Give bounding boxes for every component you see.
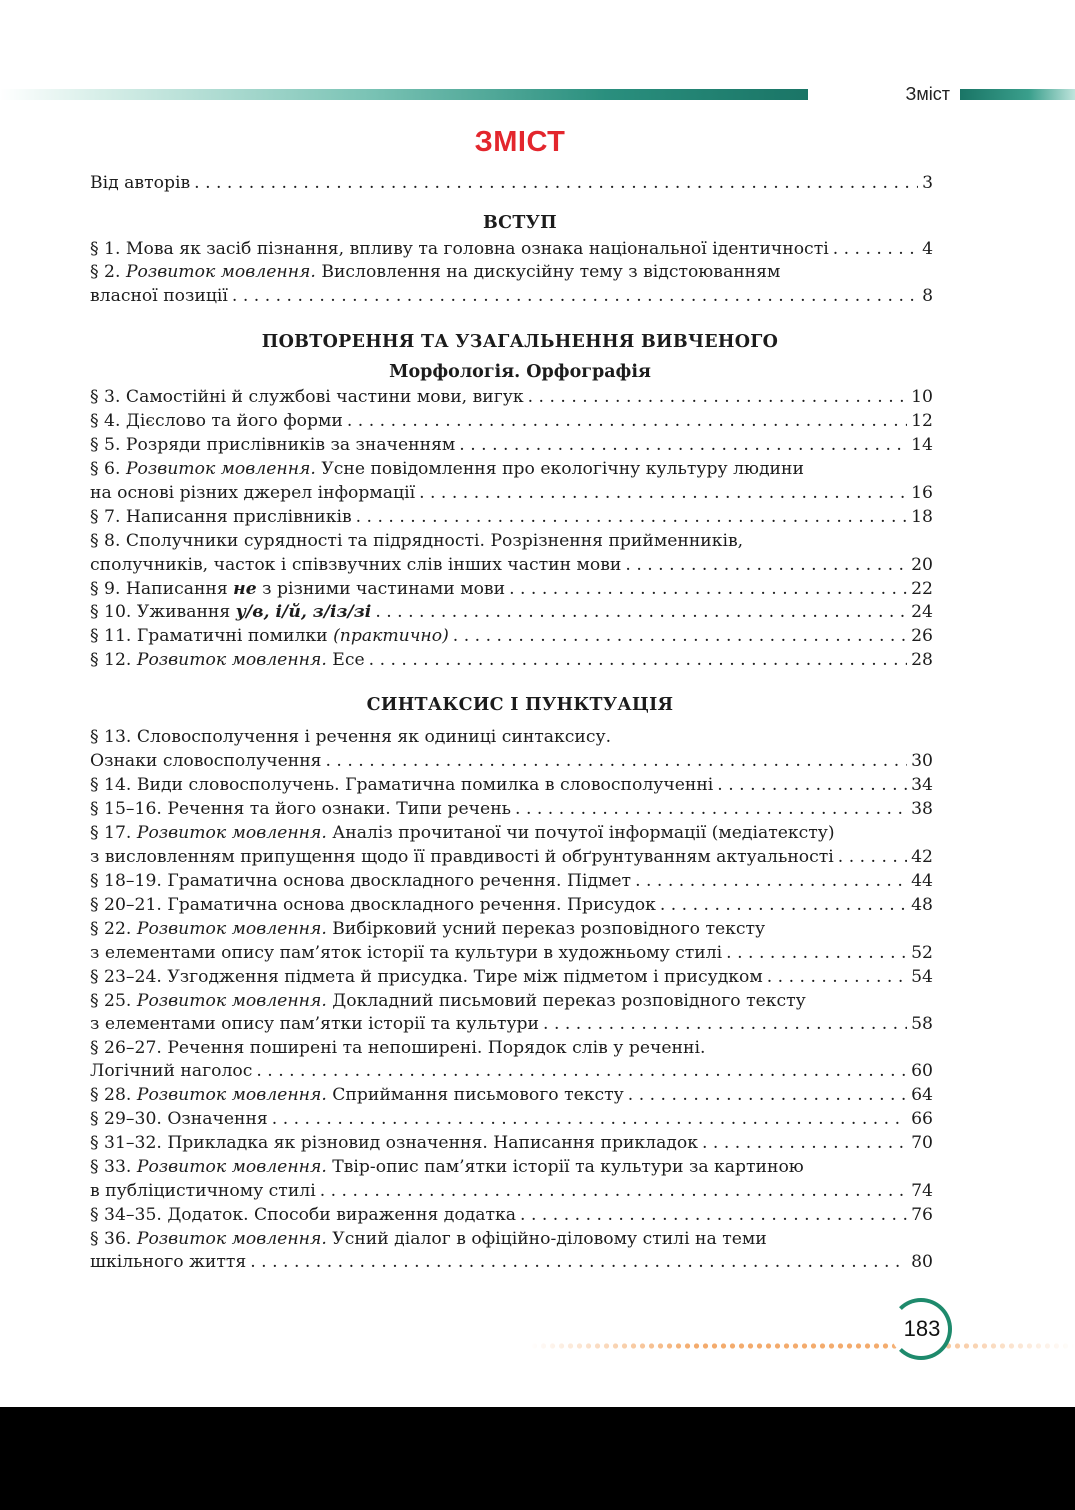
toc-entry-p2-cont[interactable]: власної позиції . . . 8 [90,284,933,308]
toc-entry-p18[interactable]: § 18–19. Граматична основа двоскладного речення. Підмет . . . 44 [90,869,933,893]
toc-entry-p11[interactable]: § 11. Граматичні помилки (практично) . . . 26 [90,624,933,648]
toc-entry-p26[interactable]: § 26–27. Речення поширені та непоширені. Порядок слів у реченні. [90,1038,706,1058]
toc-entry-p17-cont[interactable]: з висловленням припущення щодо її правдивості й обґрунтуванням актуальності . . . 42 [90,845,933,869]
toc-entry-p22[interactable]: § 22. Розвиток мовлення. Вибірковий усний переказ розповідного тексту [90,919,766,939]
toc-entry-p36-cont[interactable]: шкільного життя . . . 80 [90,1250,933,1274]
toc-entry-p4[interactable]: § 4. Дієслово та його форми . . . 12 [90,409,933,433]
toc-entry-p23[interactable]: § 23–24. Узгодження підмета й присудка. Тире між підметом і присудком . . . 54 [90,965,933,989]
running-header: Зміст [905,84,950,104]
page-ref: 3 [922,173,933,193]
toc-entry-p15[interactable]: § 15–16. Речення та його ознаки. Типи речень . . . 38 [90,797,933,821]
toc-entry-p22-cont[interactable]: з елементами опису пам’яток історії та культури в художньому стилі . . . 52 [90,941,933,965]
page-title: ЗМІСТ [474,126,566,158]
toc-entry-p3[interactable]: § 3. Самостійні й службові частини мови, вигук . . . 10 [90,385,933,409]
toc-entry-p13-cont[interactable]: Ознаки словосполучення . . . 30 [90,749,933,773]
toc-entry-p29[interactable]: § 29–30. Означення . . . 66 [90,1107,933,1131]
toc-entry-p14[interactable]: § 14. Види словосполучень. Граматична помилка в словосполученні . . . 34 [90,773,933,797]
section-heading-intro: ВСТУП [483,213,557,233]
toc-entry-p25[interactable]: § 25. Розвиток мовлення. Докладний письмовий переказ розповідного тексту [90,991,806,1011]
toc-entry-p7[interactable]: § 7. Написання прислівників . . . 18 [90,505,933,529]
toc-entry-p8[interactable]: § 8. Сполучники сурядності та підрядності. Розрізнення прийменників, [90,531,744,551]
toc-entry-p2[interactable]: § 2. Розвиток мовлення. Висловлення на дискусійну тему з відстоюванням [90,262,781,282]
page-number: 183 [903,1316,941,1341]
toc-entry-p36[interactable]: § 36. Розвиток мовлення. Усний діалог в офіційно-діловому стилі на теми [90,1229,767,1249]
toc-entry-p28[interactable]: § 28. Розвиток мовлення. Сприймання письмового тексту . . . 64 [90,1083,933,1107]
toc-entry-p1[interactable]: § 1. Мова як засіб пізнання, впливу та головна ознака національної ідентичності . . . 4 [90,237,933,261]
toc-entry-p9[interactable]: § 9. Написання не з різними частинами мови . . . 22 [90,577,933,601]
toc-entry-p25-cont[interactable]: з елементами опису пам’ятки історії та культури . . . 58 [90,1012,933,1036]
toc-entry-p6[interactable]: § 6. Розвиток мовлення. Усне повідомлення про екологічну культуру людини [90,459,804,479]
header-gradient-bar [0,89,808,100]
toc-entry-p26-cont[interactable]: Логічний наголос . . . 60 [90,1059,933,1083]
toc-entry-p10[interactable]: § 10. Уживання у/в, і/й, з/із/зі . . . 24 [90,600,933,624]
section-heading-review: ПОВТОРЕННЯ ТА УЗАГАЛЬНЕННЯ ВИВЧЕНОГО [261,332,779,352]
toc-entry-p31[interactable]: § 31–32. Прикладка як різновид означення. Написання прикладок . . . 70 [90,1131,933,1155]
toc-entry-p17[interactable]: § 17. Розвиток мовлення. Аналіз прочитаної чи почутої інформації (медіатексту) [90,823,835,843]
section-heading-syntax: СИНТАКСИС І ПУНКТУАЦІЯ [366,695,674,715]
toc-entry-p13[interactable]: § 13. Словосполучення і речення як одиниці синтаксису. [90,727,612,747]
dotted-footer-line [530,1342,1075,1350]
toc-entry-p33[interactable]: § 33. Розвиток мовлення. Твір-опис пам’ятки історії та культури за картиною [90,1157,804,1177]
toc-entry-p5[interactable]: § 5. Розряди прислівників за значенням . . . 14 [90,433,933,457]
toc-entry-p6-cont[interactable]: на основі різних джерел інформації . . . 16 [90,481,933,505]
toc-entry-authors[interactable]: Від авторів . . . 3 [90,171,933,195]
header-gradient-bar-right [960,89,1075,100]
subsection-heading-morphology: Морфологія. Орфографія [389,362,651,382]
toc-entry-p34[interactable]: § 34–35. Додаток. Способи вираження додатка . . . 76 [90,1203,933,1227]
toc-entry-p8-cont[interactable]: сполучників, часток і співзвучних слів інших частин мови . . . 20 [90,553,933,577]
toc-entry-p33-cont[interactable]: в публіцистичному стилі . . . 74 [90,1179,933,1203]
toc-entry-p20[interactable]: § 20–21. Граматична основа двоскладного речення. Присудок . . . 48 [90,893,933,917]
toc-entry-p12[interactable]: § 12. Розвиток мовлення. Есе . . . 28 [90,648,933,672]
